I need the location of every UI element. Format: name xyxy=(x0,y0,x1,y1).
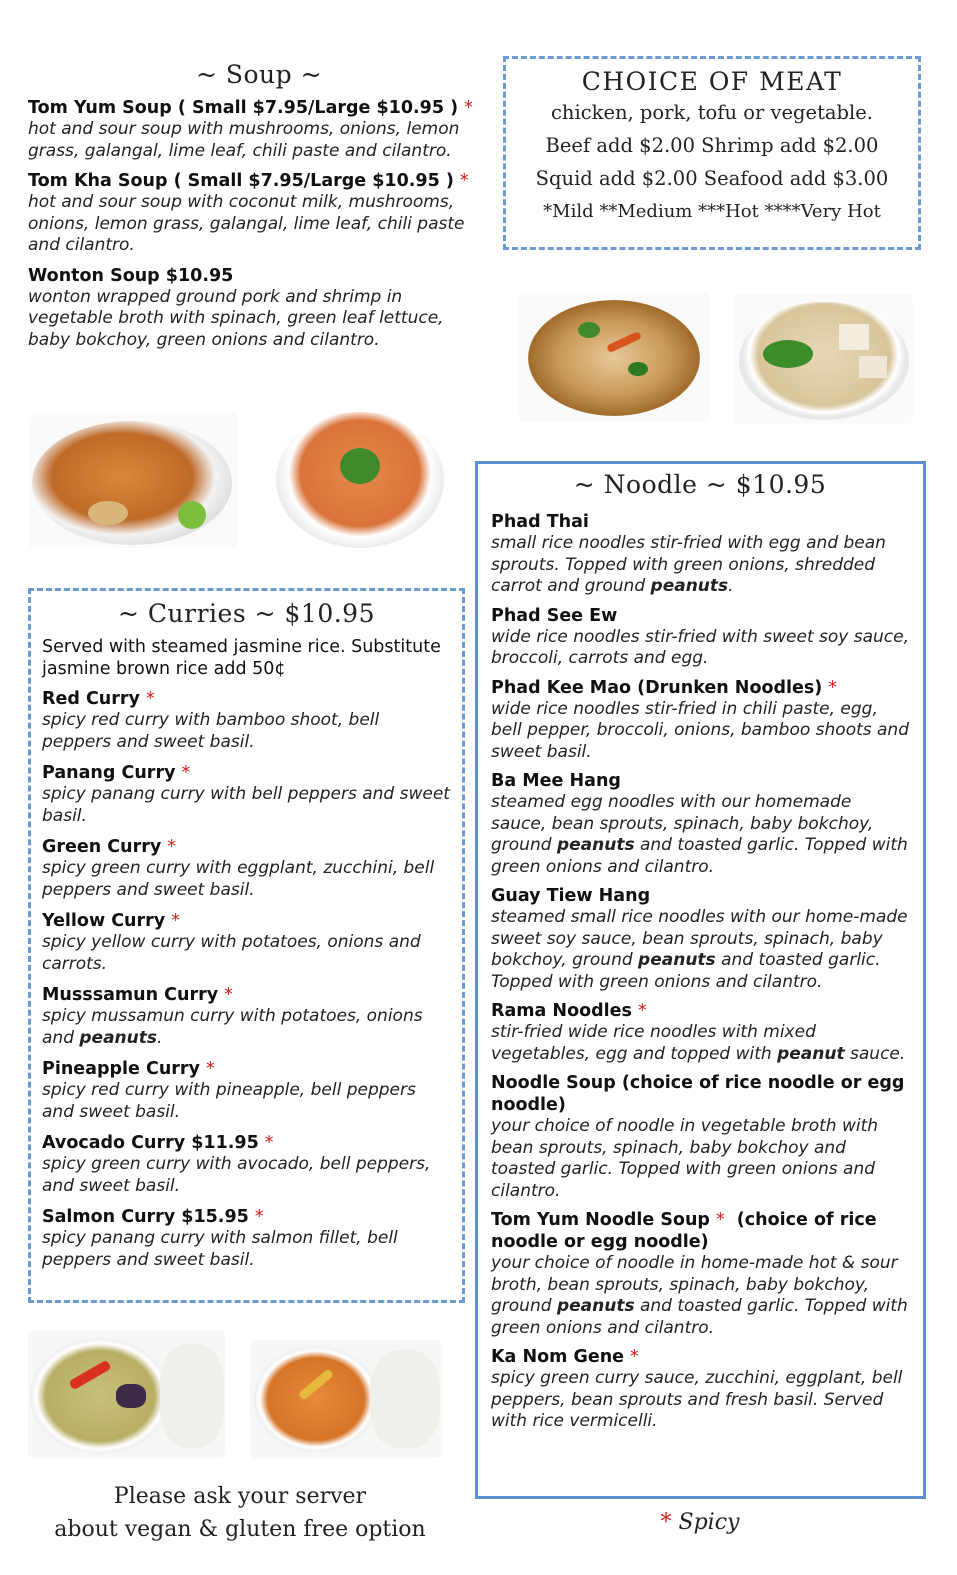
spicy-marker: * xyxy=(205,1059,215,1079)
spicy-marker: * xyxy=(630,1347,639,1367)
item-description: spicy green curry sauce, zucchini, eggplant, bell peppers, bean sprouts and fresh basil. Served with rice vermicelli. xyxy=(491,1368,903,1431)
menu-item xyxy=(491,1346,909,1433)
menu-item xyxy=(28,97,490,162)
item-name: Musssamun Curry xyxy=(42,985,219,1005)
menu-item xyxy=(491,1209,909,1339)
item-description: steamed small rice noodles with our home-made sweet soy sauce, bean sprouts, spinach, baby bokchoy, ground peanuts and toasted garlic. Topped with green onions and cilantro. xyxy=(491,907,908,992)
spicy-marker: * xyxy=(264,1133,274,1153)
item-description: steamed egg noodles with our homemade sauce, bean sprouts, spinach, baby bokchoy, ground peanuts and toasted garlic. Topped with green onions and cilantro. xyxy=(491,792,908,877)
item-name: Phad Thai xyxy=(491,512,589,532)
spicy-marker: * xyxy=(145,689,155,709)
item-description: spicy red curry with pineapple, bell peppers and sweet basil. xyxy=(42,1080,416,1122)
item-name-note: (choice of rice noodle or egg noodle) xyxy=(491,1210,877,1252)
item-description: wide rice noodles stir-fried in chili paste, egg, bell pepper, broccoli, onions, bamboo shoots and sweet basil. xyxy=(491,698,910,762)
menu-item xyxy=(42,910,451,975)
spicy-marker: * xyxy=(459,171,469,191)
item-description: hot and sour soup with mushrooms, onions, lemon grass, galangal, lime leaf, chili paste and cilantro. xyxy=(28,119,460,161)
noodle-soup-photo xyxy=(733,294,913,424)
red-curry-photo xyxy=(250,1340,442,1458)
item-name: Wonton Soup $10.95 xyxy=(28,265,234,286)
item-name: Tom Yum Soup ( Small $7.95/Large $10.95 ) xyxy=(28,98,459,118)
item-name: Phad Kee Mao (Drunken Noodles) xyxy=(491,677,823,698)
spicy-marker: * xyxy=(224,985,233,1005)
menu-item xyxy=(491,885,909,993)
item-description: spicy yellow curry with potatoes, onions and carrots. xyxy=(42,932,421,974)
meat-upcharge-line: Beef add $2.00 Shrimp add $2.00 xyxy=(545,134,879,157)
menu-item xyxy=(42,1058,451,1123)
menu-item xyxy=(42,762,451,827)
menu-item xyxy=(28,265,490,352)
spicy-legend xyxy=(600,1510,800,1535)
spicy-legend-star: * xyxy=(660,1510,672,1535)
phad-thai-photo xyxy=(28,413,238,548)
item-description: spicy green curry with eggplant, zucchini, bell peppers and sweet basil. xyxy=(42,858,435,900)
item-description: spicy red curry with bamboo shoot, bell peppers and sweet basil. xyxy=(42,710,380,752)
meat-options: chicken, pork, tofu or vegetable. xyxy=(550,101,874,124)
item-name: Ka Nom Gene xyxy=(491,1347,625,1367)
item-name: Phad See Ew xyxy=(491,605,618,626)
spice-level-legend: *Mild **Medium ***Hot ****Very Hot xyxy=(543,201,881,222)
menu-item xyxy=(491,1072,909,1202)
item-name: Tom Kha Soup ( Small $7.95/Large $10.95 ) xyxy=(28,171,454,191)
spicy-marker: * xyxy=(254,1207,264,1227)
menu-item xyxy=(491,677,909,764)
item-name: Red Curry xyxy=(42,689,140,709)
tom-yum-soup-photo xyxy=(268,408,451,548)
item-name: Avocado Curry $11.95 xyxy=(42,1133,259,1153)
curries-title: ~ Curries ~ $10.95 xyxy=(118,599,375,628)
item-name: Yellow Curry xyxy=(42,911,166,931)
item-description: spicy panang curry with bell peppers and sweet basil. xyxy=(42,784,450,826)
item-description: wonton wrapped ground pork and shrimp in vegetable broth with spinach, green leaf lettuce, baby bokchoy, green onions and cilantro. xyxy=(28,286,444,350)
soup-title: ~ Soup ~ xyxy=(195,60,323,89)
menu-item xyxy=(491,605,909,670)
menu-item xyxy=(28,170,490,257)
item-name: Rama Noodles xyxy=(491,1001,632,1021)
soup-section xyxy=(28,60,490,359)
item-description: small rice noodles stir-fried with egg and bean sprouts. Topped with green onions, shredded carrot and ground peanuts. xyxy=(491,533,886,596)
curries-intro: Served with steamed jasmine rice. Substitute jasmine brown rice add 50¢ xyxy=(42,637,441,679)
spicy-marker: * xyxy=(828,677,838,698)
item-name: Tom Yum Noodle Soup xyxy=(491,1210,710,1230)
spicy-marker: * xyxy=(464,98,473,118)
spicy-legend-label: Spicy xyxy=(678,1510,740,1535)
green-curry-photo xyxy=(28,1330,225,1458)
item-name: Guay Tiew Hang xyxy=(491,886,651,906)
item-description: spicy mussamun curry with potatoes, onions and peanuts. xyxy=(42,1006,423,1048)
menu-item xyxy=(42,688,451,753)
menu-item xyxy=(42,1206,451,1271)
spicy-marker: * xyxy=(715,1210,725,1230)
item-name: Ba Mee Hang xyxy=(491,771,621,791)
item-description: wide rice noodles stir-fried with sweet soy sauce, broccoli, carrots and egg. xyxy=(491,626,910,668)
meat-upcharge-line: Squid add $2.00 Seafood add $3.00 xyxy=(535,167,889,190)
item-name: Pineapple Curry xyxy=(42,1059,200,1079)
meat-choice-box xyxy=(503,56,921,250)
menu-item xyxy=(42,836,451,901)
menu-item xyxy=(42,1132,451,1197)
item-name: Green Curry xyxy=(42,837,162,857)
dietary-note-line: Please ask your server xyxy=(113,1484,367,1509)
item-description: your choice of noodle in vegetable broth with bean sprouts, spinach, baby bokchoy and toasted garlic. Topped with green onions and cilantro. xyxy=(491,1116,879,1201)
menu-item xyxy=(491,770,909,878)
dietary-note xyxy=(30,1480,450,1546)
meat-title: CHOICE OF MEAT xyxy=(581,67,843,96)
item-description: spicy panang curry with salmon fillet, bell peppers and sweet basil. xyxy=(42,1228,398,1270)
item-description: your choice of noodle in home-made hot & sour broth, bean sprouts, spinach, baby bokchoy, ground peanuts and toasted garlic. Topped with green onions and cilantro. xyxy=(491,1253,908,1338)
item-name: Panang Curry xyxy=(42,763,176,783)
drunken-noodle-photo xyxy=(518,292,710,422)
menu-item xyxy=(491,1000,909,1065)
spicy-marker: * xyxy=(171,911,180,931)
noodle-title: ~ Noodle ~ $10.95 xyxy=(573,470,827,499)
item-description: stir-fried wide rice noodles with mixed vegetables, egg and topped with peanut sauce. xyxy=(491,1022,906,1064)
item-description: hot and sour soup with coconut milk, mushrooms, onions, lemon grass, galangal, lime leaf, chili paste and cilantro. xyxy=(28,192,465,255)
menu-item xyxy=(491,511,909,598)
menu-item xyxy=(42,984,451,1049)
spicy-marker: * xyxy=(167,837,177,857)
item-description: spicy green curry with avocado, bell peppers, and sweet basil. xyxy=(42,1154,431,1196)
spicy-marker: * xyxy=(637,1001,647,1021)
noodle-section xyxy=(475,461,926,1499)
item-name: Noodle Soup (choice of rice noodle or egg noodle) xyxy=(491,1073,905,1115)
item-name: Salmon Curry $15.95 xyxy=(42,1207,249,1227)
curries-section xyxy=(28,588,465,1303)
dietary-note-line: about vegan & gluten free option xyxy=(54,1517,426,1542)
spicy-marker: * xyxy=(181,763,191,783)
